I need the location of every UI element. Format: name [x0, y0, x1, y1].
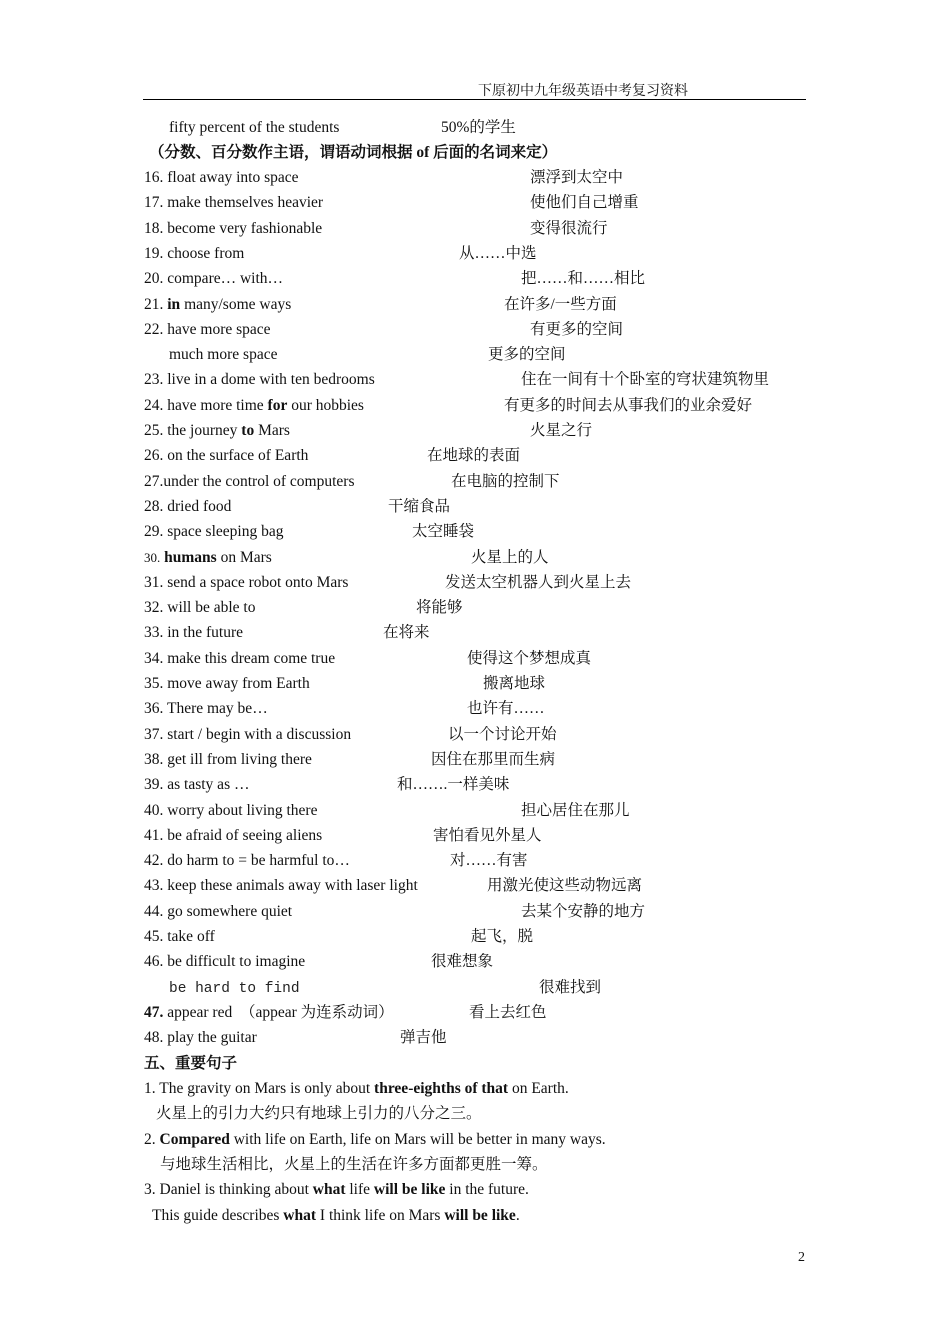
phrase-zh: 看上去红色	[469, 1004, 547, 1021]
phrase-text: start / begin with a discussion	[167, 726, 352, 743]
phrase-row	[0, 495, 950, 519]
phrase-number: 27.	[144, 473, 164, 490]
phrase-en	[144, 824, 322, 848]
phrase-number: 36.	[144, 700, 164, 717]
phrase-zh: 变得很流行	[530, 220, 608, 237]
phrase-row	[0, 444, 950, 468]
sentence-3b	[152, 1204, 520, 1228]
phrase-text: choose from	[167, 245, 245, 262]
phrase-en	[144, 748, 312, 772]
phrase-row	[0, 368, 950, 392]
phrase-en	[144, 950, 305, 974]
phrase-row	[0, 596, 950, 620]
phrase-text: play the guitar	[167, 1029, 257, 1046]
phrase-row	[0, 166, 950, 190]
phrase-en	[144, 166, 299, 190]
phrase-zh: 有更多的空间	[530, 321, 624, 338]
phrase-number: 45.	[144, 928, 164, 945]
phrase-text: our hobbies	[291, 397, 364, 414]
phrase-text: as tasty as …	[167, 776, 250, 793]
phrase-number: 39.	[144, 776, 164, 793]
phrase-text: compare… with…	[167, 270, 284, 287]
sentence-2	[144, 1128, 606, 1152]
phrase-number: 41.	[144, 827, 164, 844]
phrase-zh: 从……中选	[459, 245, 537, 262]
phrase-row	[0, 394, 950, 418]
phrase-en	[144, 925, 215, 949]
phrase-en: fifty percent of the students	[169, 119, 340, 136]
phrase-number: 23.	[144, 371, 164, 388]
phrase-number: 46.	[144, 953, 164, 970]
phrase-text: There may be…	[166, 700, 268, 717]
phrase-en	[144, 546, 272, 570]
phrase-text: make themselves heavier	[167, 194, 324, 211]
phrase-text: space sleeping bag	[167, 523, 284, 540]
sentence-bold: Compared	[159, 1131, 230, 1148]
sentence-1-zh: 火星上的引力大约只有地球上引力的八分之三。	[156, 1105, 482, 1122]
phrase-number: 24.	[144, 397, 164, 414]
sentence-text: 3. Daniel is thinking about	[144, 1181, 313, 1198]
phrase-row	[0, 293, 950, 317]
phrase-number: 18.	[144, 220, 164, 237]
phrase-text: keep these animals away with laser light	[167, 877, 418, 894]
phrase-zh: 在将来	[383, 624, 430, 641]
phrase-number: 42.	[144, 852, 164, 869]
phrase-zh: 担心居住在那儿	[521, 802, 630, 819]
phrase-bold: to	[241, 422, 255, 439]
phrase-en	[144, 495, 231, 519]
phrase-text: dried food	[167, 498, 232, 515]
phrase-en	[144, 293, 291, 317]
phrase-row	[0, 267, 950, 291]
phrase-row	[0, 748, 950, 772]
phrase-zh: 和…….一样美味	[397, 776, 510, 793]
phrase-row	[0, 520, 950, 544]
phrase-row	[0, 419, 950, 443]
sentence-text: in the future.	[445, 1181, 529, 1198]
phrase-en	[169, 343, 277, 367]
sentence-1	[144, 1077, 569, 1101]
phrase-text: worry about living there	[167, 802, 318, 819]
phrase-zh: 使得这个梦想成真	[467, 650, 592, 667]
phrase-zh: 火星之行	[530, 422, 593, 439]
phrase-zh: 用激光使这些动物远离	[487, 877, 643, 894]
phrase-text: on Mars	[220, 549, 272, 566]
phrase-zh: 有更多的时间去从事我们的业余爱好	[504, 397, 753, 414]
phrase-zh: 住在一间有十个卧室的穹状建筑物里	[521, 371, 770, 388]
phrase-number: 44.	[144, 903, 164, 920]
phrase-text: do harm to = be harmful to…	[167, 852, 350, 869]
phrase-zh: 害怕看见外星人	[433, 827, 542, 844]
phrase-en	[144, 723, 351, 747]
phrase-row	[0, 217, 950, 241]
sentence-bold: what	[312, 1181, 346, 1198]
phrase-number: 38.	[144, 751, 164, 768]
phrase-zh: 把……和……相比	[521, 270, 646, 287]
phrase-number: 40.	[144, 802, 164, 819]
phrase-number: 34.	[144, 650, 164, 667]
phrase-en	[144, 697, 268, 721]
phrase-bold: in	[167, 296, 181, 313]
phrase-number: 48.	[144, 1029, 164, 1046]
phrase-zh: 弹吉他	[400, 1029, 447, 1046]
phrase-en	[144, 874, 418, 898]
phrase-text: make this dream come true	[167, 650, 336, 667]
phrase-text: on the surface of Earth	[167, 447, 309, 464]
phrase-row	[0, 672, 950, 696]
phrase-en	[144, 470, 354, 494]
phrase-text: will be able to	[167, 599, 256, 616]
phrase-zh: 将能够	[416, 599, 463, 616]
phrase-text: send a space robot onto Mars	[167, 574, 349, 591]
phrase-en	[144, 1026, 257, 1050]
phrase-text: much more space	[169, 346, 278, 363]
phrase-text: have more space	[167, 321, 271, 338]
phrase-text: go somewhere quiet	[167, 903, 293, 920]
phrase-number: 43.	[144, 877, 164, 894]
phrase-row	[0, 697, 950, 721]
phrase-row	[0, 773, 950, 797]
phrase-en	[144, 520, 283, 544]
phrase-en	[169, 976, 300, 1001]
phrase-zh: 在电脑的控制下	[451, 473, 560, 490]
sentence-text: on Earth.	[508, 1080, 569, 1097]
sentence-text: with life on Earth, life on Mars will be better in many ways.	[229, 1131, 606, 1148]
phrase-number: 26.	[144, 447, 164, 464]
phrase-text: be hard to find	[169, 981, 300, 997]
phrase-number: 47.	[144, 1004, 164, 1021]
phrase-en	[144, 571, 348, 595]
phrase-row	[0, 1001, 950, 1025]
phrase-text: move away from Earth	[167, 675, 310, 692]
phrase-en	[144, 217, 322, 241]
phrase-en	[144, 621, 243, 645]
sentence-2-zh: 与地球生活相比，火星上的生活在许多方面都更胜一筹。	[160, 1156, 548, 1173]
phrase-number: 21.	[144, 296, 164, 313]
phrase-row	[0, 343, 950, 367]
phrase-en	[144, 849, 350, 873]
phrase-en	[144, 318, 271, 342]
sentence-text: .	[515, 1207, 520, 1224]
phrase-zh: 搬离地球	[483, 675, 546, 692]
phrase-zh: 在许多/一些方面	[504, 296, 617, 313]
sentence-3	[144, 1178, 529, 1202]
phrase-zh: 起飞，脱	[471, 928, 534, 945]
phrase-text: in the future	[167, 624, 244, 641]
phrase-zh: 对……有害	[450, 852, 528, 869]
section-title: 五、重要句子	[144, 1055, 238, 1072]
phrase-zh: 因住在那里而生病	[431, 751, 556, 768]
phrase-row	[0, 116, 950, 140]
phrase-en	[144, 191, 323, 215]
phrase-text: Mars	[258, 422, 290, 439]
phrase-zh: 更多的空间	[488, 346, 566, 363]
phrase-number: 32.	[144, 599, 164, 616]
phrase-zh: 很难找到	[539, 979, 602, 996]
phrase-row	[0, 571, 950, 595]
phrase-text: appear red （appear 为连系动词）	[167, 1004, 394, 1021]
phrase-number: 19.	[144, 245, 164, 262]
phrase-en	[144, 419, 290, 443]
phrase-row	[0, 191, 950, 215]
phrase-text: live in a dome with ten bedrooms	[167, 371, 375, 388]
phrase-number: 30.	[144, 550, 161, 565]
phrase-text: become very fashionable	[167, 220, 323, 237]
phrase-bold: humans	[164, 549, 217, 566]
phrase-number: 31.	[144, 574, 164, 591]
phrase-row	[0, 874, 950, 898]
phrase-number: 29.	[144, 523, 164, 540]
phrase-en	[144, 672, 310, 696]
phrase-en	[144, 900, 292, 924]
phrase-row	[0, 925, 950, 949]
phrase-en	[144, 368, 375, 392]
sentence-bold: what	[283, 1207, 317, 1224]
phrase-zh: 干缩食品	[388, 498, 451, 515]
phrase-zh: 火星上的人	[471, 549, 549, 566]
phrase-zh: 50%的学生	[441, 119, 516, 136]
phrase-text: under the control of computers	[163, 473, 355, 490]
phrase-en	[144, 799, 317, 823]
phrase-zh: 去某个安静的地方	[521, 903, 646, 920]
phrase-en	[144, 242, 244, 266]
phrase-text: have more time	[167, 397, 264, 414]
phrase-row	[0, 621, 950, 645]
sentence-bold: three-eighths of that	[374, 1080, 509, 1097]
phrase-en	[144, 394, 364, 418]
phrase-text: be difficult to imagine	[167, 953, 306, 970]
phrase-row	[0, 318, 950, 342]
phrase-row	[0, 976, 950, 1000]
phrase-text: get ill from living there	[167, 751, 312, 768]
phrase-row	[0, 950, 950, 974]
grammar-note: （分数、百分数作主语，谓语动词根据 of 后面的名词来定）	[149, 144, 558, 161]
phrase-number: 33.	[144, 624, 164, 641]
phrase-en	[144, 773, 249, 797]
phrase-en	[144, 1001, 394, 1025]
phrase-row	[0, 242, 950, 266]
page-number: 2	[798, 1250, 805, 1265]
phrase-row	[0, 1026, 950, 1050]
phrase-zh: 以一个讨论开始	[448, 726, 557, 743]
page-header: 下原初中九年级英语中考复习资料	[478, 84, 688, 99]
phrase-row	[0, 647, 950, 671]
phrase-text: float away into space	[167, 169, 299, 186]
phrase-text: be afraid of seeing aliens	[167, 827, 323, 844]
phrase-row	[0, 723, 950, 747]
phrase-number: 35.	[144, 675, 164, 692]
sentence-text: 2.	[144, 1131, 160, 1148]
phrase-text: the journey	[167, 422, 238, 439]
phrase-number: 28.	[144, 498, 164, 515]
phrase-text: many/some ways	[184, 296, 292, 313]
phrase-en	[144, 596, 256, 620]
phrase-zh: 使他们自己增重	[530, 194, 639, 211]
phrase-row	[0, 900, 950, 924]
sentence-text: life	[345, 1181, 374, 1198]
phrase-number: 22.	[144, 321, 164, 338]
phrase-zh: 在地球的表面	[427, 447, 521, 464]
phrase-en	[144, 444, 308, 468]
phrase-row	[0, 849, 950, 873]
sentence-text: This guide describes	[152, 1207, 284, 1224]
phrase-row	[0, 546, 950, 570]
phrase-number: 25.	[144, 422, 164, 439]
phrase-number: 20.	[144, 270, 164, 287]
phrase-number: 37.	[144, 726, 164, 743]
phrase-zh: 也许有……	[467, 700, 545, 717]
phrase-row	[0, 470, 950, 494]
phrase-number: 16.	[144, 169, 164, 186]
phrase-text: take off	[167, 928, 215, 945]
phrase-row	[0, 824, 950, 848]
header-rule	[143, 99, 806, 100]
sentence-text: I think life on Mars	[316, 1207, 445, 1224]
phrase-bold: for	[267, 397, 288, 414]
phrase-zh: 太空睡袋	[412, 523, 475, 540]
phrase-en	[144, 267, 283, 291]
phrase-en	[144, 647, 335, 671]
phrase-number: 17.	[144, 194, 164, 211]
phrase-zh: 很难想象	[431, 953, 494, 970]
phrase-zh: 漂浮到太空中	[530, 169, 624, 186]
sentence-bold: will be like	[373, 1181, 446, 1198]
phrase-zh: 发送太空机器人到火星上去	[445, 574, 632, 591]
sentence-bold: will be like	[444, 1207, 516, 1224]
phrase-row	[0, 799, 950, 823]
sentence-text: 1. The gravity on Mars is only about	[144, 1080, 375, 1097]
